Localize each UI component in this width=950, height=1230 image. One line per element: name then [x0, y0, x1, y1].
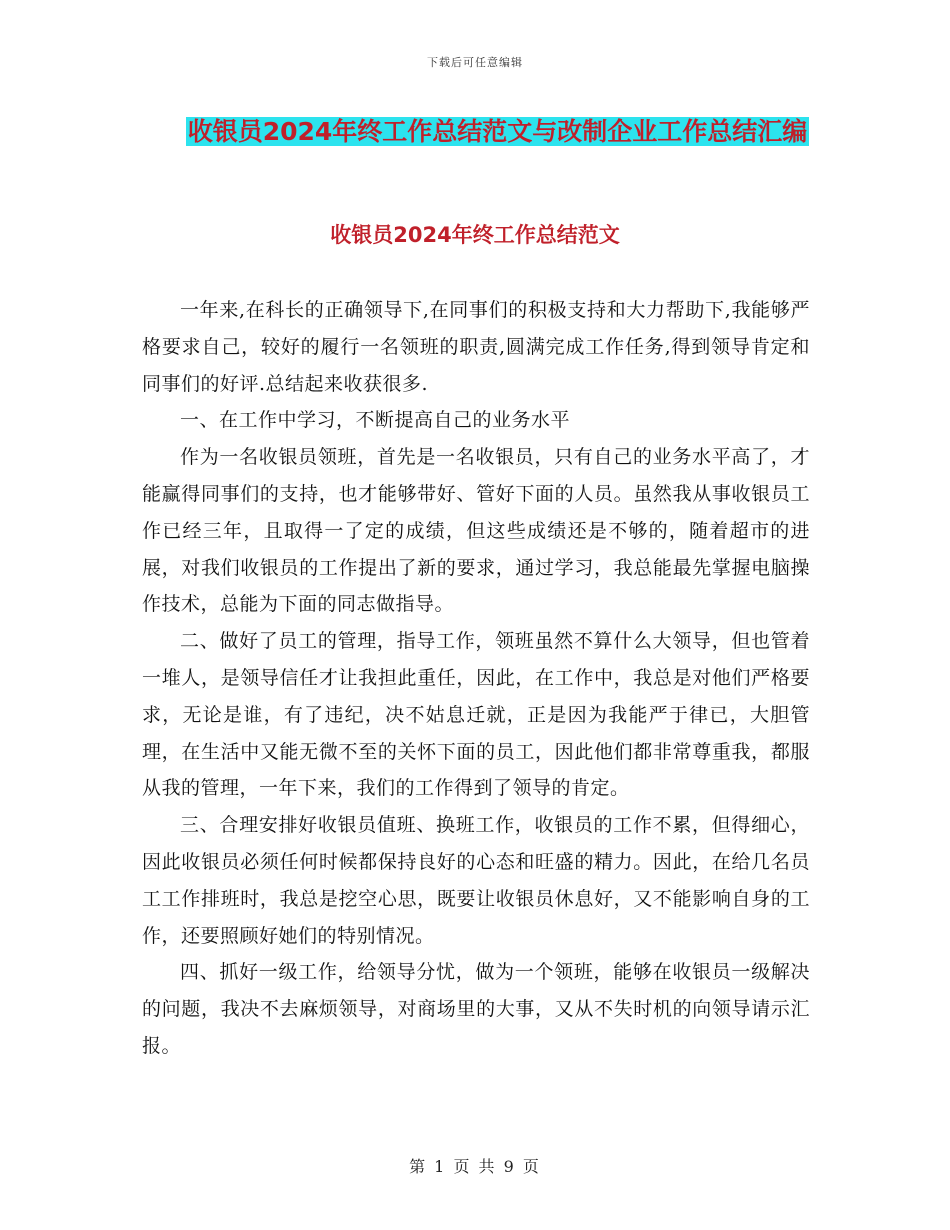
- document-title: [185, 110, 810, 154]
- document-body: [142, 292, 810, 1065]
- paragraph: 一年来,在科长的正确领导下,在同事们的积极支持和大力帮助下,我能够严格要求自己，较好的履行一名领班的职责,圆满完成工作任务,得到领导肯定和同事们的好评.总结起来收获很多.: [142, 299, 810, 395]
- document-title-text: 收银员2024年终工作总结范文与改制企业工作总结汇编: [187, 117, 808, 146]
- paragraph: 三、合理安排好收银员值班、换班工作，收银员的工作不累，但得细心，因此收银员必须任何时候都保持良好的心态和旺盛的精力。因此，在给几名员工工作排班时，我总是挖空心思，既要让收银员休息好，又不能影响自身的工作，还要照顾好她们的特别情况。: [142, 814, 810, 947]
- page-number-footer: 第 1 页 共 9 页: [409, 1157, 541, 1176]
- section-title: 收银员2024年终工作总结范文: [330, 223, 620, 247]
- header-note: 下载后可任意编辑: [427, 56, 523, 69]
- paragraph: 二、做好了员工的管理，指导工作，领班虽然不算什么大领导，但也管着一堆人，是领导信任才让我担此重任，因此，在工作中，我总是对他们严格要求，无论是谁，有了违纪，决不姑息迁就，正是因为我能严于律已，大胆管理，在生活中又能无微不至的关怀下面的员工，因此他们都非常尊重我，都服从我的管理，一年下来，我们的工作得到了领导的肯定。: [142, 630, 810, 800]
- paragraph: 作为一名收银员领班，首先是一名收银员，只有自己的业务水平高了，才能赢得同事们的支持，也才能够带好、管好下面的人员。虽然我从事收银员工作已经三年，且取得一了定的成绩，但这些成绩还是不够的，随着超市的进展，对我们收银员的工作提出了新的要求，通过学习，我总能最先掌握电脑操作技术，总能为下面的同志做指导。: [142, 446, 810, 616]
- paragraph: 四、抓好一级工作，给领导分忧，做为一个领班，能够在收银员一级解决的问题，我决不去麻烦领导，对商场里的大事，又从不失时机的向领导请示汇报。: [142, 961, 810, 1057]
- paragraph-heading: 一、在工作中学习，不断提高自己的业务水平: [180, 409, 571, 432]
